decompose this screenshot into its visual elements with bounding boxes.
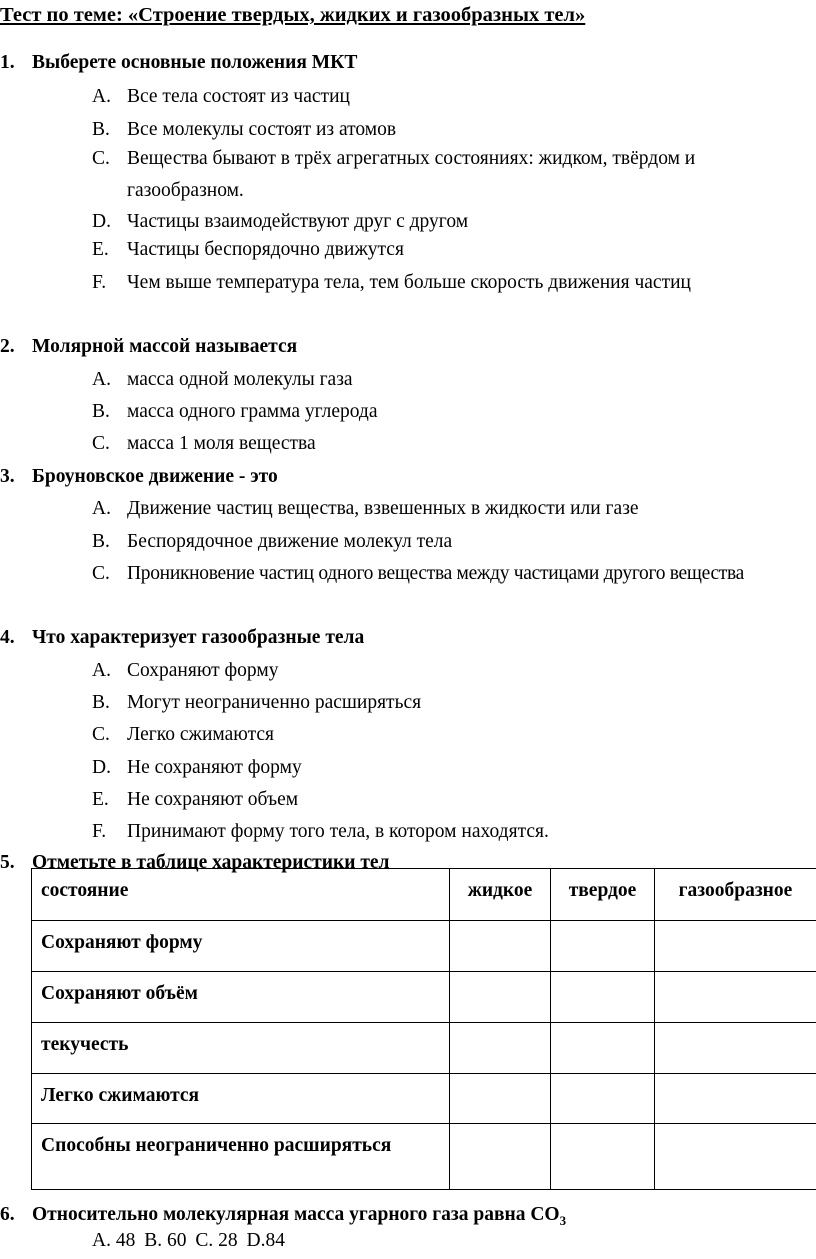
option-2c: C. масса 1 моля вещества: [92, 433, 316, 454]
table-header-row: [32, 869, 816, 921]
answer-cell[interactable]: [551, 921, 655, 972]
characteristics-table: [31, 868, 816, 1190]
option-3a: A. Движение частиц вещества, взвешенных в жидкости или газе: [92, 498, 639, 519]
table-row: [32, 1023, 816, 1074]
option-3b: B. Беспорядочное движение молекул тела: [92, 531, 453, 552]
table-header-cell: состояние: [32, 869, 450, 921]
answer-cell[interactable]: [450, 1023, 551, 1074]
answer-option: D.84: [246, 1230, 285, 1251]
answer-options-6: [92, 1230, 289, 1252]
question-text: Выберете основные положения МКТ: [32, 52, 358, 73]
row-label: Легко сжимаются: [32, 1074, 450, 1124]
table-row: [32, 921, 816, 972]
question-number: 4.: [0, 627, 15, 648]
answer-cell[interactable]: [551, 972, 655, 1023]
option-4f: F. Принимают форму того тела, в котором находятся.: [92, 821, 549, 842]
question-1: [0, 52, 357, 74]
question-text: Молярной массой называется: [32, 336, 298, 357]
option-1d: D. Частицы взаимодействуют друг с другом: [92, 211, 469, 232]
answer-cell[interactable]: [655, 1124, 816, 1190]
option-4b: B. Могут неограниченно расширяться: [92, 692, 422, 713]
answer-cell[interactable]: [551, 1074, 655, 1124]
question-6: [0, 1204, 566, 1229]
option-1c: C. Вещества бывают в трёх агрегатных состояниях: жидком, твёрдом и газообразном.: [92, 148, 696, 201]
answer-cell[interactable]: [450, 921, 551, 972]
option-4d: D. Не сохраняют форму: [92, 757, 302, 778]
formula-subscript: 3: [559, 1212, 567, 1228]
answer-cell[interactable]: [655, 1074, 816, 1124]
option-3c: C. Проникновение частиц одного вещества между частицами другого вещества: [92, 563, 745, 584]
option-1a: A. Все тела состоят из частиц: [92, 86, 350, 107]
table-header-cell: газообразное: [655, 869, 816, 921]
option-2b: B. масса одного грамма углерода: [92, 401, 378, 422]
row-label: Способны неограниченно расширяться: [32, 1124, 450, 1190]
row-label: Сохраняют форму: [32, 921, 450, 972]
test-title: Тест по теме: «Строение твердых, жидких и газообразных тел»: [0, 4, 586, 26]
option-2a: A. масса одной молекулы газа: [92, 369, 353, 390]
question-3: [0, 466, 278, 488]
answer-cell[interactable]: [655, 921, 816, 972]
answer-cell[interactable]: [655, 1023, 816, 1074]
row-label: Сохраняют объём: [32, 972, 450, 1023]
question-2: [0, 336, 297, 358]
question-text: Что характеризует газообразные тела: [32, 627, 365, 648]
option-4c: C. Легко сжимаются: [92, 724, 274, 745]
question-text: Броуновское движение - это: [32, 466, 278, 487]
option-4a: A. Сохраняют форму: [92, 660, 279, 681]
answer-cell[interactable]: [551, 1124, 655, 1190]
table-row: [32, 972, 816, 1023]
question-number: 1.: [0, 52, 15, 73]
table-header-cell: жидкое: [450, 869, 551, 921]
answer-cell[interactable]: [450, 1124, 551, 1190]
option-1e: E. Частицы беспорядочно движутся: [92, 239, 404, 260]
table-header-cell: твердое: [551, 869, 655, 921]
answer-cell[interactable]: [450, 1074, 551, 1124]
question-text: Относительно молекулярная масса угарного газа равна СО: [32, 1204, 560, 1225]
answer-cell[interactable]: [450, 972, 551, 1023]
answer-option: B. 60: [144, 1230, 187, 1251]
question-number: 3.: [0, 466, 15, 487]
option-1b: B. Все молекулы состоят из атомов: [92, 119, 397, 140]
answer-cell[interactable]: [551, 1023, 655, 1074]
question-number: 2.: [0, 336, 15, 357]
question-number: 6.: [0, 1204, 15, 1225]
answer-cell[interactable]: [655, 972, 816, 1023]
question-4: [0, 627, 364, 649]
option-4e: E. Не сохраняют объем: [92, 789, 299, 810]
table-row: [32, 1124, 816, 1190]
question-text: Отметьте в таблице характеристики тел: [32, 852, 390, 873]
option-1f: F. Чем выше температура тела, тем больше скорость движения частиц: [92, 272, 691, 293]
answer-option: A. 48: [92, 1230, 136, 1251]
row-label: текучесть: [32, 1023, 450, 1074]
answer-option: C. 28: [195, 1230, 238, 1251]
table-row: [32, 1074, 816, 1124]
question-number: 5.: [0, 852, 15, 873]
